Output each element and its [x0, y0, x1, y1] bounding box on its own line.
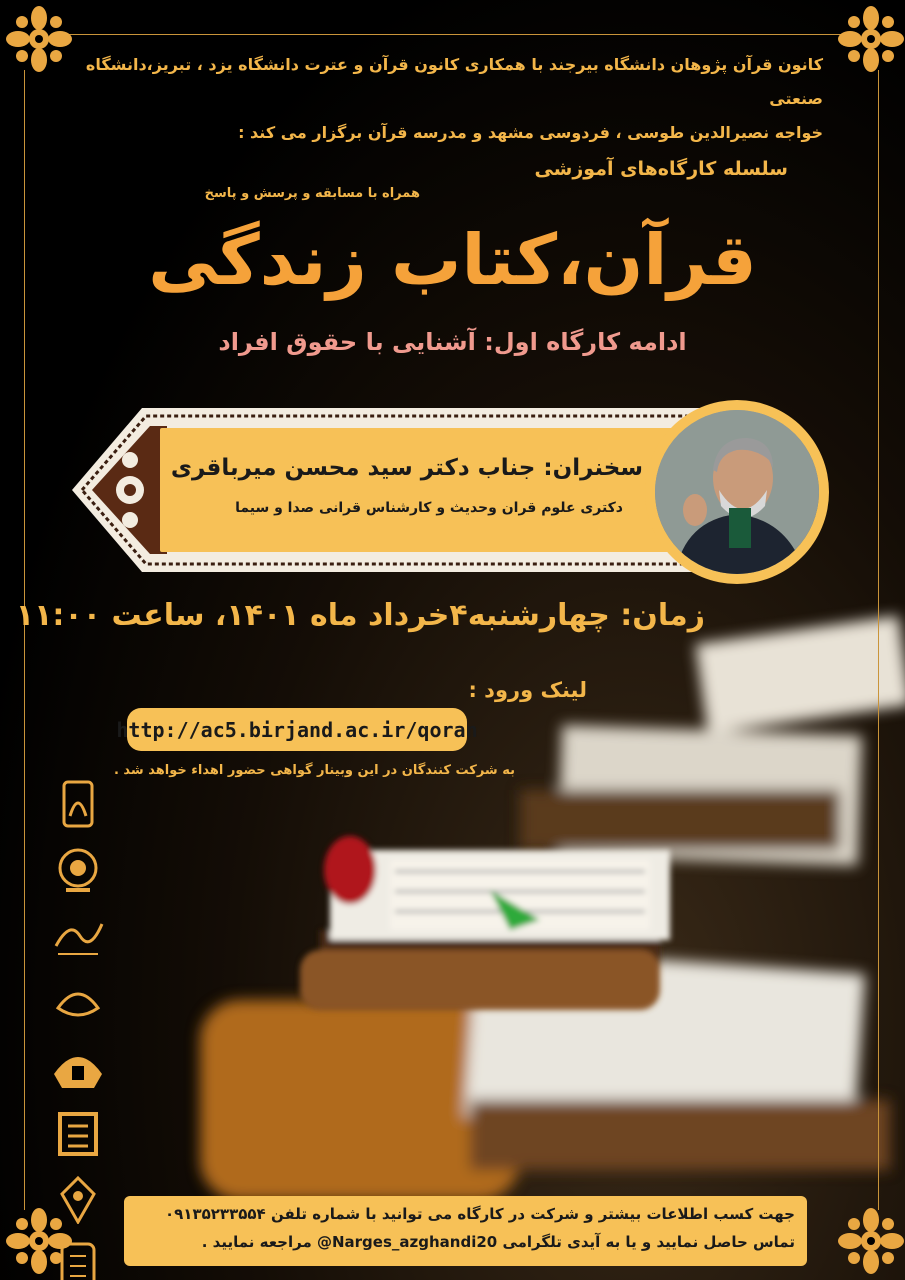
- partner-logos: [44, 780, 114, 1280]
- corner-ornament-icon: [836, 4, 905, 74]
- speaker-description: دکتری علوم قران وحدیث و کارشناس قرانی صدا و سیما: [235, 500, 623, 516]
- organizer-intro-line2: خواجه نصیرالدین طوسی ، فردوسی مشهد و مدرسه قرآن برگزار می کند :: [238, 123, 823, 142]
- subtitle: همراه با مسابقه و پرسش و پاسخ: [204, 186, 420, 201]
- university-logo-icon: [50, 1242, 106, 1280]
- organizer-intro-line1: کانون قرآن پژوهان دانشگاه بیرجند با همکاری کانون قرآن و عترت دانشگاه یزد ، تبریز،دانشگاه صنعتی: [85, 55, 823, 108]
- university-logo-icon: [50, 1110, 106, 1158]
- frame-left: [24, 70, 25, 1210]
- speaker-name: سخنران: جناب دکتر سید محسن میرباقری: [170, 455, 643, 481]
- link-label: لینک ورود :: [468, 678, 587, 702]
- university-logo-icon: [50, 978, 106, 1026]
- university-logo-icon: [50, 846, 106, 894]
- corner-ornament-icon: [4, 4, 74, 74]
- main-title: قرآن،کتاب زندگی: [148, 219, 757, 301]
- frame-top: [62, 34, 854, 35]
- organizer-intro: [70, 48, 823, 150]
- series-label: سلسله کارگاه‌های آموزشی: [534, 158, 788, 180]
- frame-right: [878, 70, 879, 1210]
- university-logo-icon: [50, 780, 106, 828]
- workshop-title: ادامه کارگاه اول: آشنایی با حقوق افراد: [218, 328, 687, 356]
- contact-line2: تماس حاصل نمایید و یا به آیدی تلگرامی Narges_azghandi20@ مراجعه نمایید .: [201, 1233, 795, 1251]
- event-time: زمان: چهارشنبه۴خرداد ماه ۱۴۰۱، ساعت ۱۱:۰۰: [15, 598, 705, 633]
- entry-link[interactable]: http://ac5.birjand.ac.ir/qoran: [127, 708, 467, 751]
- speaker-panel: [160, 428, 700, 552]
- contact-line1: جهت کسب اطلاعات بیشتر و شرکت در کارگاه می توانید با شماره تلفن ۰۹۱۳۵۲۳۳۵۵۴: [165, 1205, 795, 1223]
- speaker-photo: [655, 410, 819, 574]
- corner-ornament-icon: [836, 1206, 905, 1276]
- university-logo-icon: [50, 1044, 106, 1092]
- university-logo-icon: [50, 1176, 106, 1224]
- certificate-note: به شرکت کنندگان در این وبینار گواهی حضور اهداء خواهد شد .: [113, 763, 515, 778]
- university-logo-icon: [50, 912, 106, 960]
